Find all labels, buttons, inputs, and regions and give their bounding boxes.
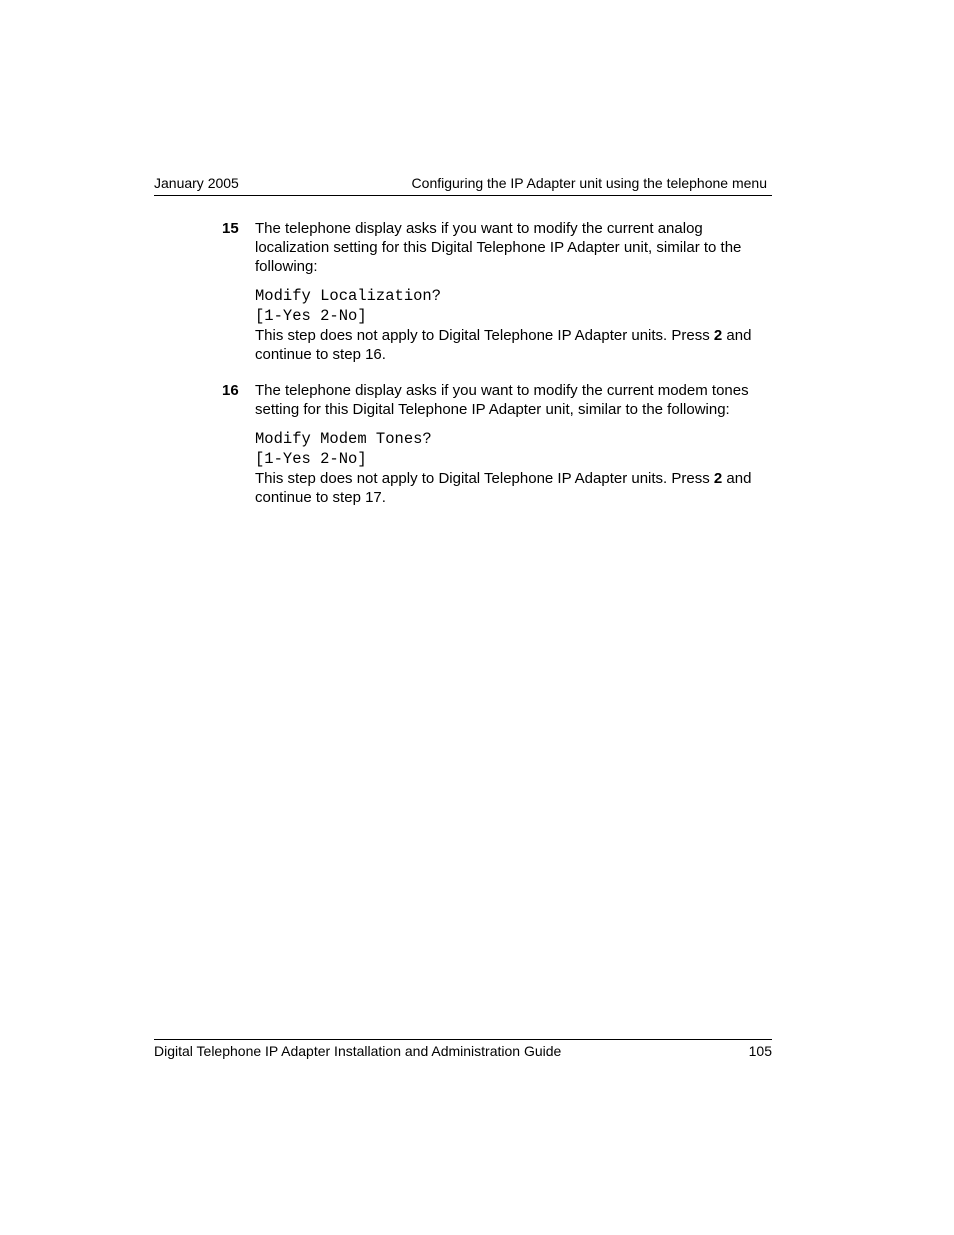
step-note-text: This step does not apply to Digital Telephone IP Adapter units. Press bbox=[255, 327, 714, 344]
page-header bbox=[154, 174, 772, 196]
display-prompt-line: Modify Modem Tones? bbox=[255, 430, 432, 448]
display-prompt-options: [1-Yes 2-No] bbox=[255, 307, 367, 325]
step-body bbox=[255, 381, 772, 507]
page-footer bbox=[154, 1039, 772, 1059]
step-note-continue: and continue to step 17. bbox=[255, 470, 752, 506]
step-number: 15 bbox=[222, 220, 239, 237]
step-note-key: 2 bbox=[713, 327, 723, 344]
step-text: The telephone display asks if you want to modify the current analog localization setting for this Digital Telephone IP Adapter unit, similar to the following: bbox=[255, 220, 742, 275]
page-number: 105 bbox=[748, 1043, 772, 1059]
display-prompt-options: [1-Yes 2-No] bbox=[255, 450, 367, 468]
display-prompt bbox=[255, 286, 772, 326]
step-note-key: 2 bbox=[713, 470, 723, 487]
step-note-text: This step does not apply to Digital Telephone IP Adapter units. Press bbox=[255, 470, 714, 487]
step-note bbox=[255, 326, 772, 364]
step-number: 16 bbox=[222, 382, 239, 399]
display-prompt bbox=[255, 429, 772, 469]
header-date: January 2005 bbox=[154, 175, 239, 191]
step-note-continue: and continue to step 16. bbox=[255, 327, 752, 363]
footer-guide-title: Digital Telephone IP Adapter Installation and Administration Guide bbox=[154, 1043, 562, 1059]
header-section-title: Configuring the IP Adapter unit using the telephone menu bbox=[411, 175, 767, 191]
step-body bbox=[255, 219, 772, 364]
step-text: The telephone display asks if you want to modify the current modem tones setting for this Digital Telephone IP Adapter unit, similar to the following: bbox=[255, 382, 749, 418]
display-prompt-line: Modify Localization? bbox=[255, 287, 442, 305]
step-note bbox=[255, 469, 772, 507]
